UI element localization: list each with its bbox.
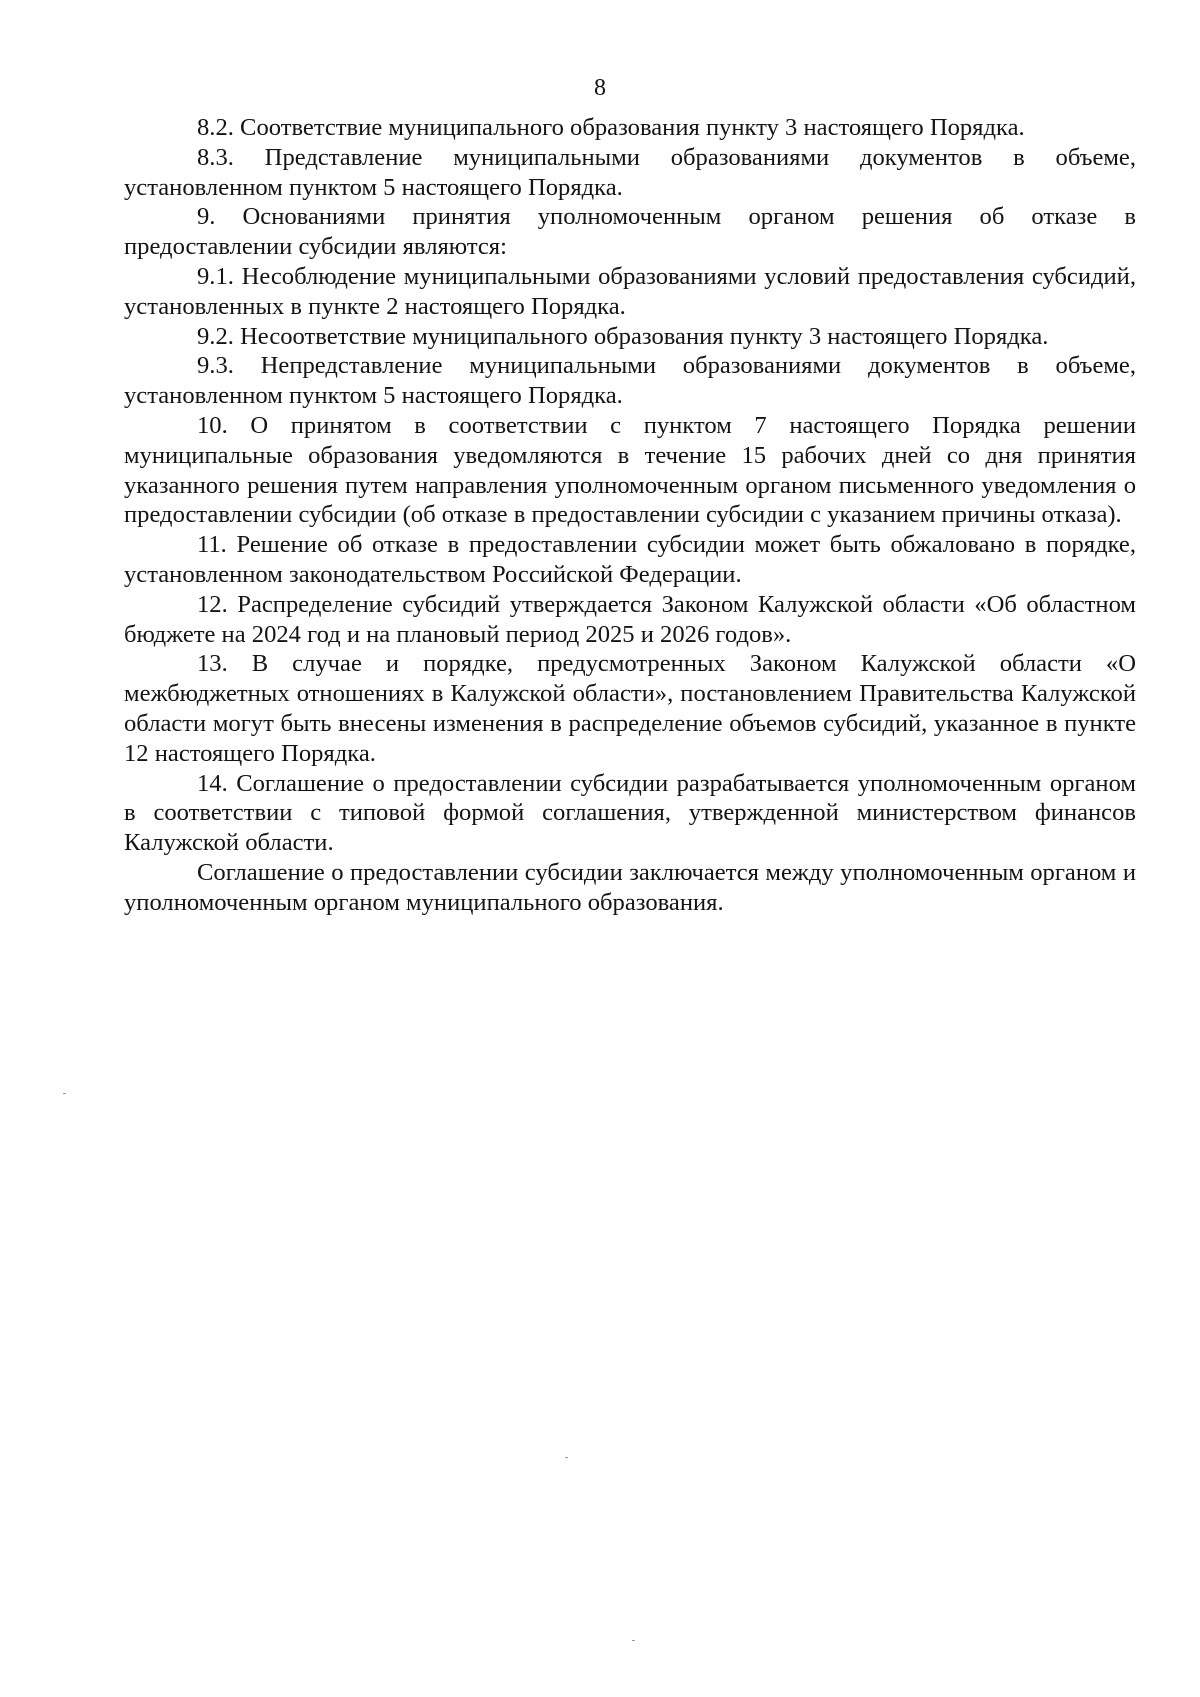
scan-speck [63, 1093, 66, 1094]
paragraph-8-2: 8.2. Соответствие муниципального образования пункту 3 настоящего Порядка. [197, 114, 1025, 141]
paragraph-10: 10. О принятом в соответствии с пунктом 7 настоящего Порядка решении муниципальные образования уведомляются в течение 15 рабочих дней со дня принятия указанного решения путем направления уполномоченным органом письменного уведомления о предоставлении субсидии (об отказе в предоставлении субсидии с указанием причины отказа). [124, 411, 1136, 529]
paragraph-12: 12. Распределение субсидий утверждается Законом Калужской области «Об областном бюджете на 2024 год и на плановый период 2025 и 2026 годов». [124, 590, 1136, 648]
paragraph-9-1: 9.1. Несоблюдение муниципальными образованиями условий предоставления субсидий, установленных в пункте 2 настоящего Порядка. [124, 262, 1136, 320]
page-number: 8 [594, 75, 606, 101]
paragraph-13: 13. В случае и порядке, предусмотренных Законом Калужской области «О межбюджетных отношениях в Калужской области», постановлением Правительства Калужской области могут быть внесены изменения в распределение объемов субсидий, указанное в пункте 12 настоящего Порядка. [124, 650, 1136, 767]
paragraph-14: 14. Соглашение о предоставлении субсидии разрабатывается уполномоченным органом в соответствии с типовой формой соглашения, утвержденной министерством финансов Калужской области. [124, 769, 1136, 857]
paragraph-11: 11. Решение об отказе в предоставлении субсидии может быть обжаловано в порядке, установленном законодательством Российской Федерации. [124, 531, 1136, 588]
scan-speck [632, 1640, 635, 1641]
paragraph-14-agreement: Соглашение о предоставлении субсидии заключается между уполномоченным органом и уполномоченным органом муниципального образования. [124, 858, 1136, 916]
paragraph-9: 9. Основаниями принятия уполномоченным органом решения об отказе в предоставлении субсидии являются: [124, 203, 1136, 261]
paragraph-8-3: 8.3. Представление муниципальными образованиями документов в объеме, установленном пунктом 5 настоящего Порядка. [124, 143, 1136, 201]
document-body [124, 113, 1136, 918]
scan-speck [565, 1457, 568, 1458]
paragraph-9-3: 9.3. Непредставление муниципальными образованиями документов в объеме, установленном пунктом 5 настоящего Порядка. [124, 352, 1136, 410]
paragraph-9-2: 9.2. Несоответствие муниципального образования пункту 3 настоящего Порядка. [197, 322, 1049, 350]
